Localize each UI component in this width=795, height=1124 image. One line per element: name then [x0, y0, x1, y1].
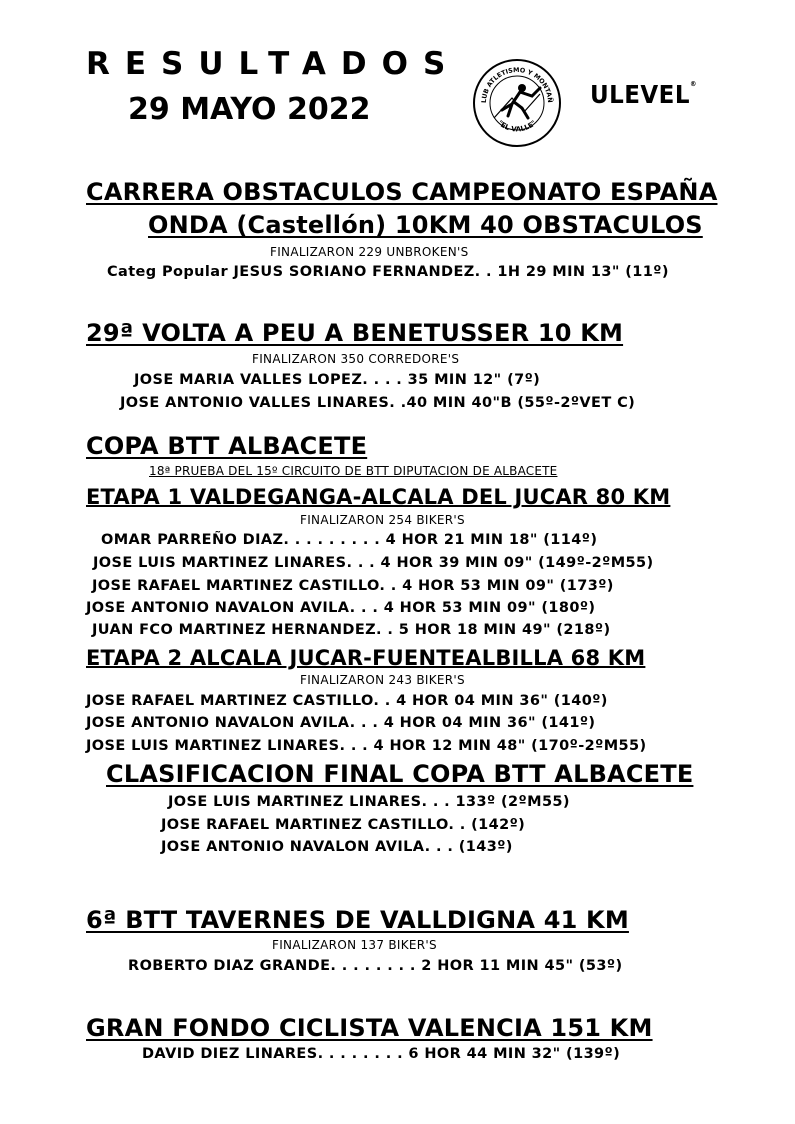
obstaculos-subtitle: ONDA (Castellón) 10KM 40 OBSTACULOS — [148, 211, 703, 239]
copa-btt-subtitle: 18ª PRUEBA DEL 15º CIRCUITO DE BTT DIPUTACION DE ALBACETE — [149, 464, 558, 478]
ulevel-brand — [590, 80, 697, 109]
registered-mark: ® — [689, 80, 697, 88]
club-logo — [472, 58, 562, 148]
result-line: JOSE RAFAEL MARTINEZ CASTILLO. . (142º) — [161, 817, 526, 833]
etapa1-finished: FINALIZARON 254 BIKER'S — [300, 513, 465, 527]
result-line: JOSE ANTONIO NAVALON AVILA. . . 4 HOR 53 MIN 09" (180º) — [86, 600, 596, 616]
result-line: ROBERTO DIAZ GRANDE. . . . . . . . 2 HOR 11 MIN 45" (53º) — [128, 958, 623, 974]
etapa2-finished: FINALIZARON 243 BIKER'S — [300, 673, 465, 687]
copa-btt-title: COPA BTT ALBACETE — [86, 432, 368, 460]
club-logo-icon — [472, 58, 562, 148]
result-line: DAVID DIEZ LINARES. . . . . . . . 6 HOR 44 MIN 32" (139º) — [142, 1046, 621, 1062]
page-date: 29 MAYO 2022 — [128, 92, 371, 127]
result-line: Categ Popular JESUS SORIANO FERNANDEZ. . 1H 29 MIN 13" (11º) — [107, 264, 669, 280]
result-line: OMAR PARREÑO DIAZ. . . . . . . . . 4 HOR 21 MIN 18" (114º) — [101, 532, 598, 548]
result-line: JUAN FCO MARTINEZ HERNANDEZ. . 5 HOR 18 MIN 49" (218º) — [92, 622, 611, 638]
obstaculos-finished: FINALIZARON 229 UNBROKEN'S — [270, 245, 469, 259]
result-line: JOSE ANTONIO NAVALON AVILA. . . (143º) — [161, 839, 513, 855]
svg-text:"EL VALLE": "EL VALLE" — [496, 118, 538, 134]
gran-fondo-title: GRAN FONDO CICLISTA VALENCIA 151 KM — [86, 1014, 653, 1042]
result-line: JOSE LUIS MARTINEZ LINARES. . . 4 HOR 12 MIN 48" (170º-2ºM55) — [86, 738, 647, 754]
etapa2-title: ETAPA 2 ALCALA JUCAR-FUENTEALBILLA 68 KM — [86, 646, 646, 670]
result-line: JOSE LUIS MARTINEZ LINARES. . . 4 HOR 39 MIN 09" (149º-2ºM55) — [93, 555, 654, 571]
obstaculos-title: CARRERA OBSTACULOS CAMPEONATO ESPAÑA — [86, 178, 718, 206]
benetusser-title: 29ª VOLTA A PEU A BENETUSSER 10 KM — [86, 319, 624, 347]
svg-text:CLUB ATLETISMO Y MONTAÑA: LUB ATLETISMO Y MONTAÑ — [479, 65, 555, 104]
result-line: JOSE ANTONIO NAVALON AVILA. . . 4 HOR 04 MIN 36" (141º) — [86, 715, 596, 731]
tavernes-title: 6ª BTT TAVERNES DE VALLDIGNA 41 KM — [86, 906, 629, 934]
page-title: RESULTADOS — [86, 46, 461, 82]
ulevel-brand-text: ULEVEL — [590, 80, 690, 109]
etapa1-title: ETAPA 1 VALDEGANGA-ALCALA DEL JUCAR 80 KM — [86, 485, 671, 509]
result-line: JOSE LUIS MARTINEZ LINARES. . . 133º (2ºM55) — [168, 794, 570, 810]
result-line: JOSE MARIA VALLES LOPEZ. . . . 35 MIN 12" (7º) — [134, 372, 541, 388]
tavernes-finished: FINALIZARON 137 BIKER'S — [272, 938, 437, 952]
result-line: JOSE RAFAEL MARTINEZ CASTILLO. . 4 HOR 53 MIN 09" (173º) — [92, 578, 614, 594]
final-classification-title: CLASIFICACION FINAL COPA BTT ALBACETE — [106, 760, 694, 788]
benetusser-finished: FINALIZARON 350 CORREDORE'S — [252, 352, 460, 366]
result-line: JOSE RAFAEL MARTINEZ CASTILLO. . 4 HOR 04 MIN 36" (140º) — [86, 693, 608, 709]
result-line: JOSE ANTONIO VALLES LINARES. .40 MIN 40"B (55º-2ºVET C) — [120, 395, 636, 411]
